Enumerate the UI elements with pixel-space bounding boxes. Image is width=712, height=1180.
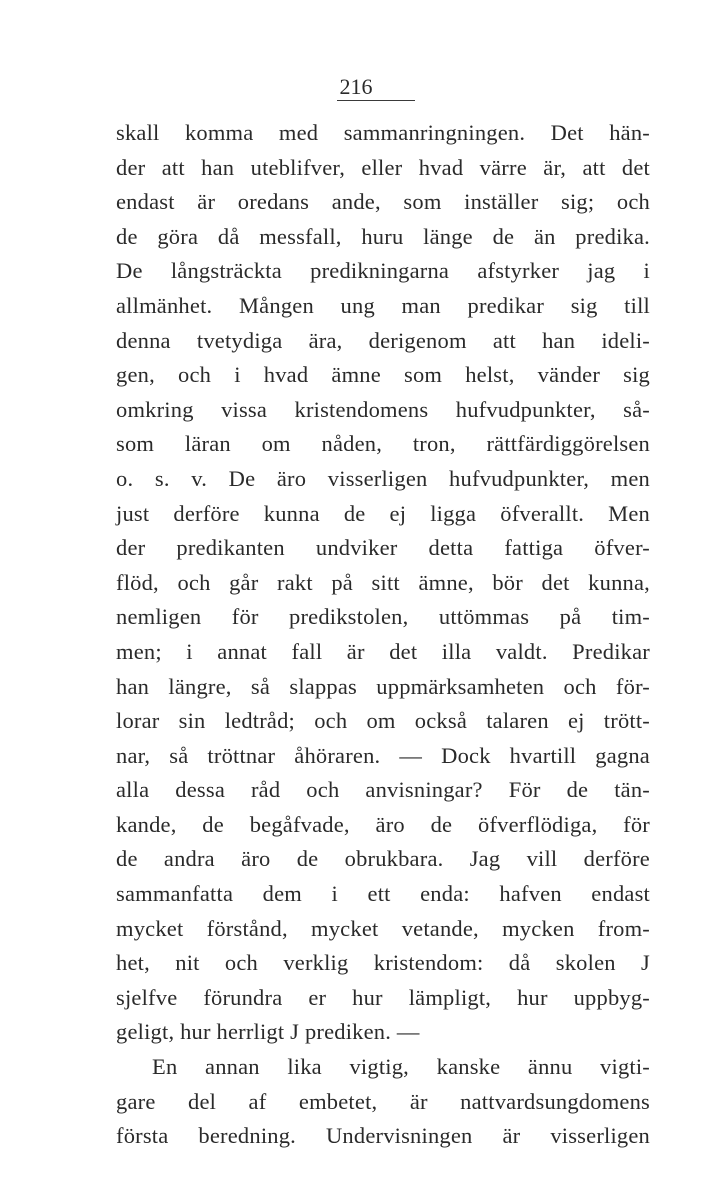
text-line: endast är oredans ande, som inställer sig; och xyxy=(116,189,650,215)
text-line: o. s. v. De äro visserligen hufvudpunkter, men xyxy=(116,465,650,491)
text-line: gen, och i hvad ämne som helst, vänder sig xyxy=(116,362,650,388)
text-line: nemligen för predikstolen, uttömmas på tim- xyxy=(116,604,650,630)
text-line: De långsträckta predikningarna afstyrker jag i xyxy=(116,258,650,284)
text-line: denna tvetydiga ära, derigenom att han ideli- xyxy=(116,327,650,353)
body-text xyxy=(116,116,650,1154)
text-line: nar, så tröttnar åhöraren. — Dock hvartill gagna xyxy=(116,742,650,768)
text-line: der att han uteblifver, eller hvad värre är, att det xyxy=(116,154,650,180)
text-line: de andra äro de obrukbara. Jag vill derföre xyxy=(116,846,650,872)
text-line: der predikanten undviker detta fattiga öfver- xyxy=(116,535,650,561)
text-line: som läran om nåden, tron, rättfärdiggörelsen xyxy=(116,431,650,457)
text-line: just derföre kunna de ej ligga öfverallt. Men xyxy=(116,500,650,526)
text-line: mycket förstånd, mycket vetande, mycken from- xyxy=(116,915,650,941)
text-line: kande, de begåfvade, äro de öfverflödiga, för xyxy=(116,811,650,837)
text-line: gare del af embetet, är nattvardsungdomens xyxy=(116,1088,650,1114)
text-line: allmänhet. Mången ung man predikar sig till xyxy=(116,292,650,318)
text-line: lorar sin ledtråd; och om också talaren ej trött- xyxy=(116,708,650,734)
text-line: omkring vissa kristendomens hufvudpunkter, så- xyxy=(116,396,650,422)
text-line: skall komma med sammanringningen. Det hän- xyxy=(116,120,650,145)
text-line: sjelfve förundra er hur lämpligt, hur uppbyg- xyxy=(116,984,650,1010)
text-line: men; i annat fall är det illa valdt. Predikar xyxy=(116,638,650,664)
paragraph-first-line: En annan lika vigtig, kanske ännu vigti- xyxy=(152,1054,650,1080)
text-line: geligt, hur herrligt J prediken. — xyxy=(116,1019,420,1045)
page-number: 216 xyxy=(339,74,373,99)
page-number-rule xyxy=(337,100,415,101)
text-line: han längre, så slappas uppmärksamheten och för- xyxy=(116,673,650,699)
text-line: het, nit och verklig kristendom: då skolen J xyxy=(116,950,650,976)
text-line: de göra då messfall, huru länge de än predika. xyxy=(116,223,650,249)
text-line: sammanfatta dem i ett enda: hafven endast xyxy=(116,881,650,907)
text-line: första beredning. Undervisningen är visserligen xyxy=(116,1123,650,1149)
text-line: flöd, och går rakt på sitt ämne, bör det kunna, xyxy=(116,569,650,595)
text-line: alla dessa råd och anvisningar? För de tän- xyxy=(116,777,650,803)
